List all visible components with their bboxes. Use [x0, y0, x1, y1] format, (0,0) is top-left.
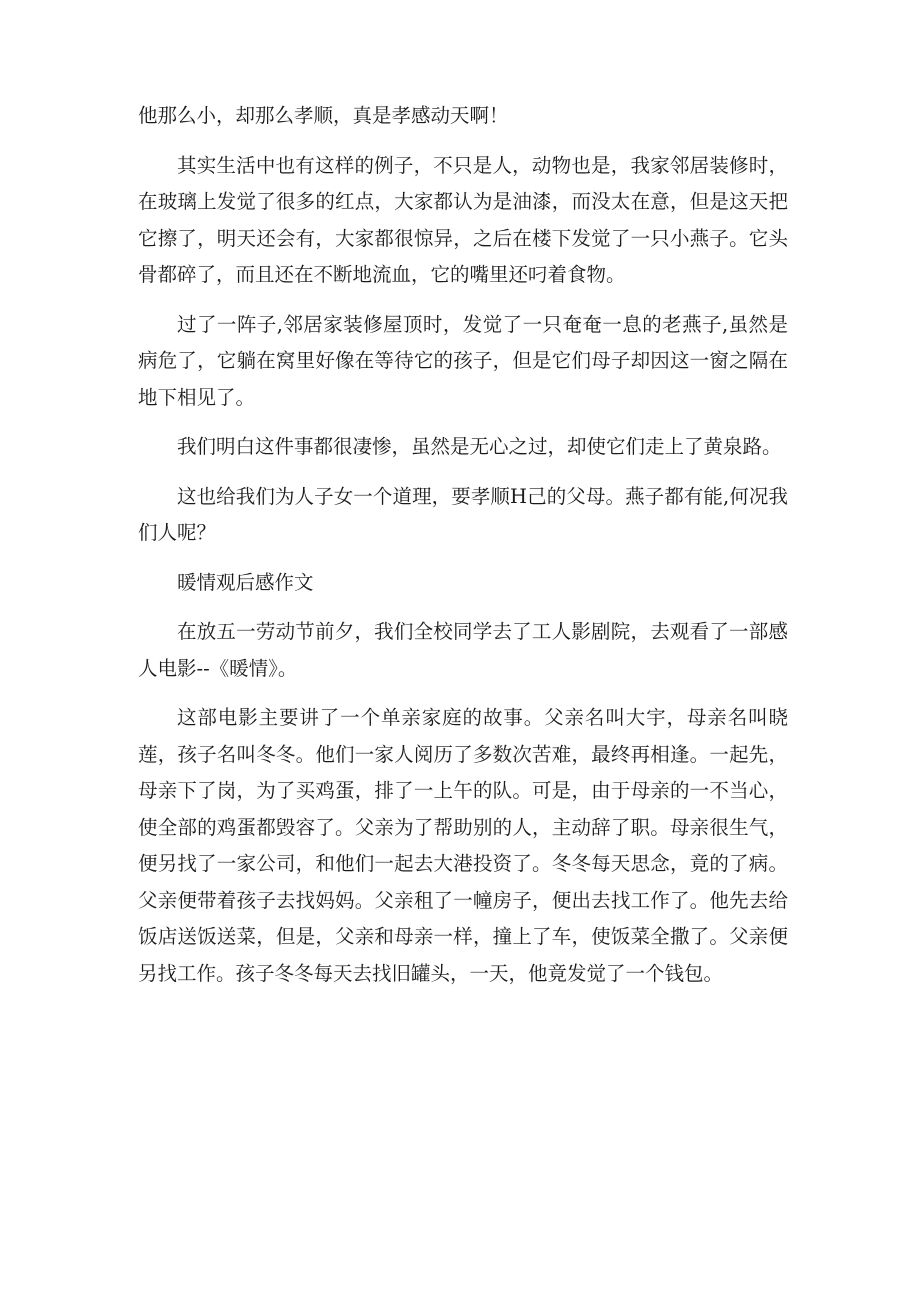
paragraph-swallow-example: 其实生活中也有这样的例子，不只是人，动物也是，我家邻居装修时，在玻璃上发觉了很多的红点，大家都认为是油漆，而没太在意，但是这天把它擦了，明天还会有，大家都很惊异，之后在楼下发觉了一只小燕子。它头骨都碎了，而且还在不断地流血，它的嘴里还叼着食物。	[138, 153, 788, 286]
paragraph-sad-event: 我们明白这件事都很凄惨，虽然是无心之过，却使它们走上了黄泉路。	[177, 435, 782, 458]
paragraph-continuation: 他那么小，却那么孝顺，真是孝感动天啊！	[138, 104, 509, 127]
paragraph-old-swallow: 过了一阵子,邻居家装修屋顶时，发觉了一只奄奄一息的老燕子,虽然是病危了，它躺在窝里好像在等待它的孩子，但是它们母子却因这一窗之隔在地下相见了。	[138, 312, 788, 409]
paragraph-lesson: 这也给我们为人子女一个道理，要孝顺H己的父母。燕子都有能,何况我们人呢？	[138, 484, 788, 544]
paragraph-movie-story: 这部电影主要讲了一个单亲家庭的故事。父亲名叫大宇，母亲名叫晓莲，孩子名叫冬冬。他们一家人阅历了多数次苦难，最终再相逢。一起先，母亲下了岗，为了买鸡蛋，排了一上午的队。可是，由于母亲的一不当心，使全部的鸡蛋都毁容了。父亲为了帮助别的人，主动辞了职。母亲很生气，便另找了一家公司，和他们一起去大港投资了。冬冬每天思念，竟的了病。父亲便带着孩子去找妈妈。父亲租了一幢房子，便出去找工作了。他先去给饭店送饭送菜，但是，父亲和母亲一样，撞上了车，使饭菜全撒了。父亲便另找工作。孩子冬冬每天去找旧罐头，一天，他竟发觉了一个钱包。	[138, 706, 788, 985]
document-body	[138, 98, 788, 992]
paragraph-movie-intro: 在放五一劳动节前夕，我们全校同学去了工人影剧院，去观看了一部感人电影--《暖情》。	[138, 620, 788, 680]
essay-title: 暖情观后感作文	[177, 570, 314, 594]
